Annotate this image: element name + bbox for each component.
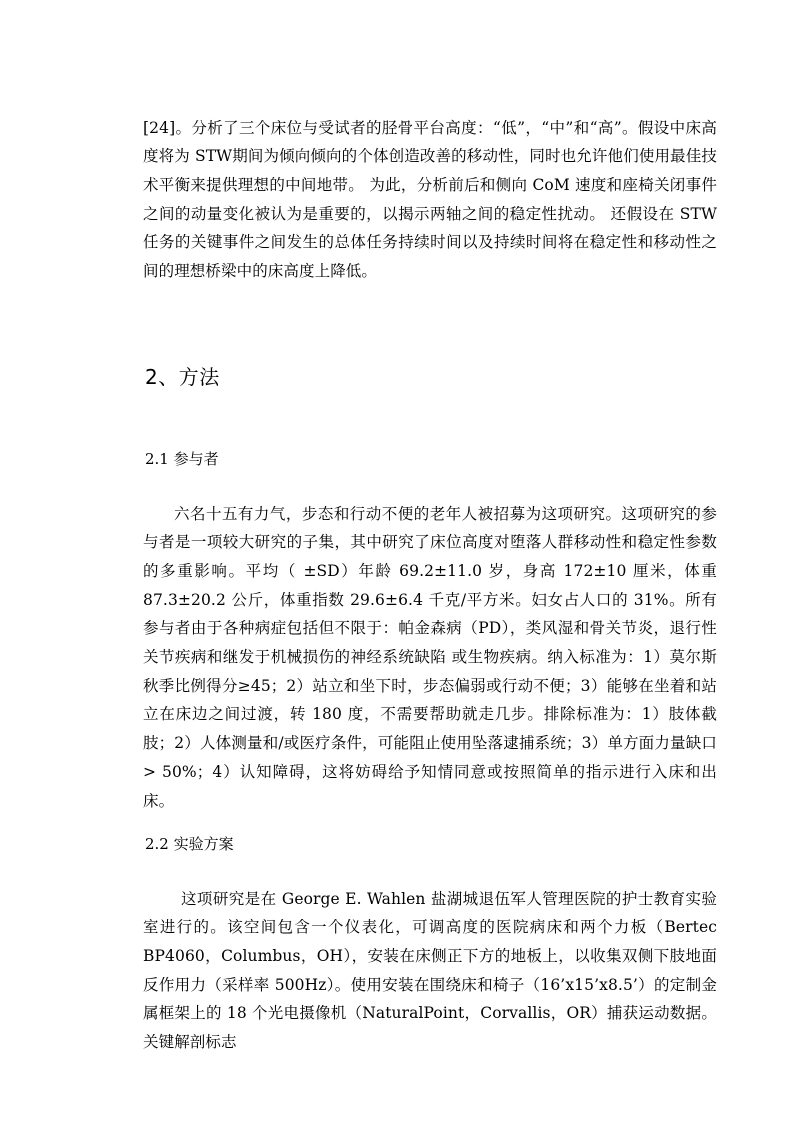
participants-paragraph: 六名十五有力气，步态和行动不便的老年人被招募为这项研究。这项研究的参与者是一项较大研究的子集，其中研究了床位高度对堕落人群移动性和稳定性参数的多重影响。平均（ ±SD）年龄 69.2±11.0 岁，身高 172±10 厘米，体重 87.3±20.2 公斤，体重指数 29.6±6.4 千克/平方米。妇女占人口的 31%。所有参与者由于各种病症包括但不限于：帕金森病（PD），类风湿和骨关节炎，退行性关节疾病和继发于机械损伤的神经系统缺陷 或生物疾病。纳入标准为：1）莫尔斯秋季比例得分≥45；2）站立和坐下时，步态偏弱或行动不便；3）能够在坐着和站立在床边之间过渡，转 180 度，不需要帮助就走几步。排除标准为：1）肢体截肢；2）人体测量和/或医疗条件，可能阻止使用坠落逮捕系统；3）单方面力量缺口> 50%；4）认知障碍，这将妨碍给予知情同意或按照简单的指示进行入床和出床。 [143,504,717,810]
subsection-heading-participants: 2.1 参与者 [145,450,219,468]
intro-paragraph: [24]。分析了三个床位与受试者的胫骨平台高度：“低”，“中”和“高”。假设中床高度将为 STW期间为倾向倾向的个体创造改善的移动性，同时也允许他们使用最佳技术平衡来提供理想的中间地带。 为此，分析前后和侧向 CoM 速度和座椅关闭事件之间的动量变化被认为是重要的，以揭示两轴之间的稳定性扰动。 还假设在 STW 任务的关键事件之间发生的总体任务持续时间以及持续时间将在稳定性和移动性之间的理想桥梁中的床高度上降低。 [143,118,717,281]
subsection-heading-protocol: 2.2 实验方案 [145,835,234,853]
section-heading-methods: 2、方法 [145,365,220,389]
protocol-paragraph: 这项研究是在 George E. Wahlen 盐湖城退伍军人管理医院的护士教育实验室进行的。该空间包含一个仪表化，可调高度的医院病床和两个力板（Bertec BP4060，Columbus，OH），安装在床侧正下方的地板上，以收集双侧下肢地面反作用力（采样率 500Hz）。使用安装在围绕床和椅子（16’x15’x8.5’）的定制金属框架上的 18 个光电摄像机（NaturalPoint，Corvallis，OR）捕获运动数据。关键解剖标志 [143,889,717,1052]
